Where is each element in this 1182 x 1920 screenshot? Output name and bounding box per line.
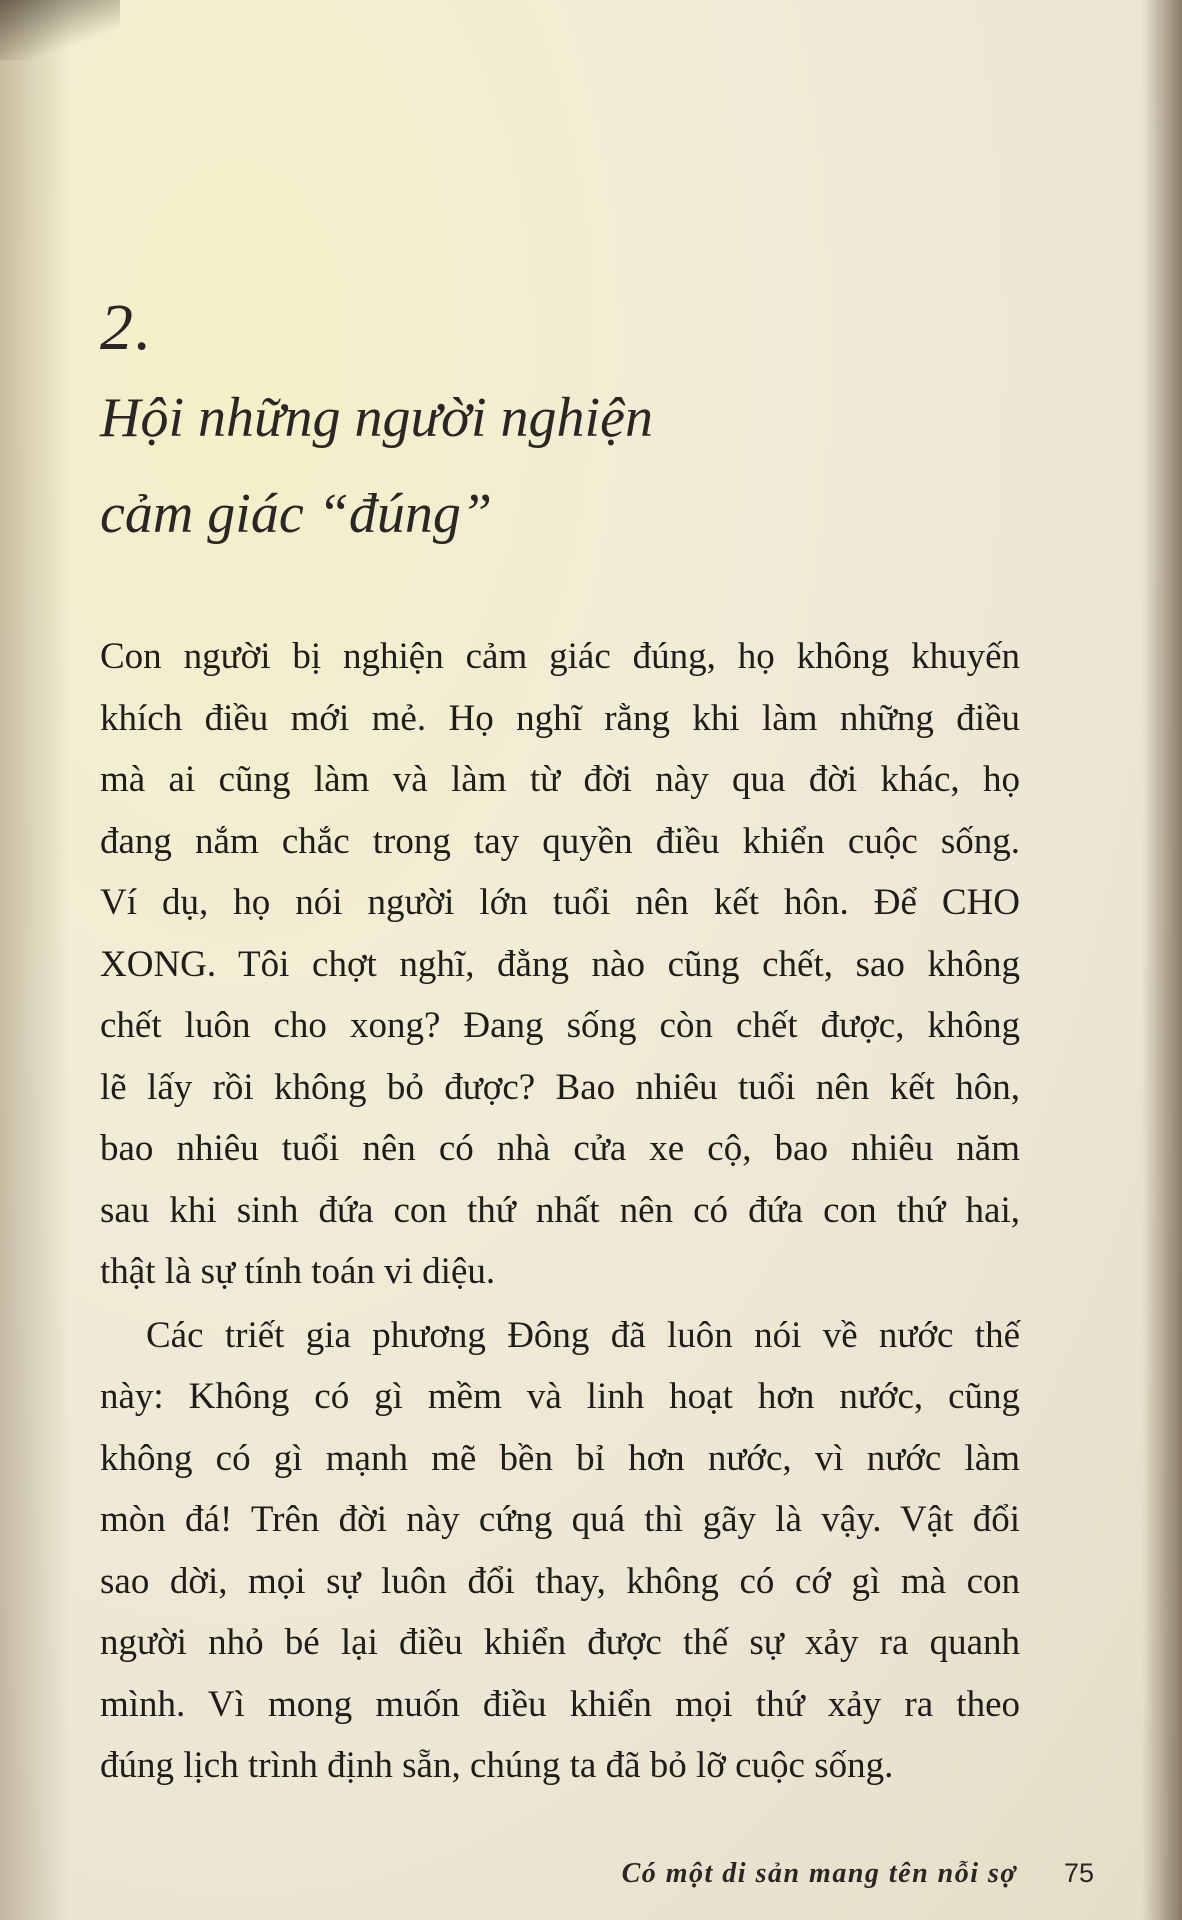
chapter-number: 2. bbox=[100, 291, 154, 364]
text-line: đúng lịch trình định sẵn, chúng ta đã bỏ lỡ cuộc sống. bbox=[100, 1745, 894, 1786]
text-line: mòn đá! Trên đời này cứng quá thì gãy là vậy. Vật đổi bbox=[100, 1499, 1020, 1540]
text-line: lẽ lấy rồi không bỏ được? Bao nhiêu tuổi nên kết hôn, bbox=[100, 1066, 1020, 1108]
text-line: Con người bị nghiện cảm giác đúng, họ không khuyến bbox=[100, 636, 1020, 677]
page-footer bbox=[622, 1858, 1094, 1890]
text-line: XONG. Tôi chợt nghĩ, đằng nào cũng chết, sao không bbox=[100, 943, 1020, 985]
text-line: khích điều mới mẻ. Họ nghĩ rằng khi làm những điều bbox=[100, 697, 1020, 739]
chapter-title-line: cảm giác “đúng” bbox=[100, 483, 492, 545]
text-line: người nhỏ bé lại điều khiển được thế sự xảy ra quanh bbox=[100, 1622, 1020, 1663]
text-line: mà ai cũng làm và làm từ đời này qua đời khác, họ bbox=[100, 759, 1020, 800]
text-line: chết luôn cho xong? Đang sống còn chết được, không bbox=[100, 1005, 1020, 1046]
paragraph bbox=[100, 1305, 1020, 1797]
text-line: này: Không có gì mềm và linh hoạt hơn nước, cũng bbox=[100, 1376, 1020, 1417]
text-line: mình. Vì mong muốn điều khiển mọi thứ xảy ra theo bbox=[100, 1683, 1020, 1725]
page-shadow bbox=[0, 0, 120, 60]
text-line: đang nắm chắc trong tay quyền điều khiển cuộc sống. bbox=[100, 820, 1020, 862]
page-number: 75 bbox=[1063, 1858, 1094, 1888]
text-line: Các triết gia phương Đông đã luôn nói về nước thế bbox=[146, 1314, 1020, 1356]
text-line: bao nhiêu tuổi nên có nhà cửa xe cộ, bao nhiêu năm bbox=[100, 1128, 1020, 1169]
text-line: Ví dụ, họ nói người lớn tuổi nên kết hôn. Để CHO bbox=[100, 882, 1020, 923]
text-line: không có gì mạnh mẽ bền bỉ hơn nước, vì nước làm bbox=[100, 1437, 1020, 1479]
body-text bbox=[100, 626, 1020, 1797]
paragraph bbox=[100, 626, 1020, 1303]
text-line: thật là sự tính toán vi diệu. bbox=[100, 1251, 496, 1292]
text-line: sau khi sinh đứa con thứ nhất nên có đứa con thứ hai, bbox=[100, 1189, 1020, 1231]
text-line: sao dời, mọi sự luôn đổi thay, không có cớ gì mà con bbox=[100, 1560, 1020, 1602]
chapter-title-line: Hội những người nghiện bbox=[100, 387, 653, 449]
chapter-title bbox=[100, 370, 800, 562]
running-title: Có một di sản mang tên nỗi sợ bbox=[621, 1858, 1017, 1889]
